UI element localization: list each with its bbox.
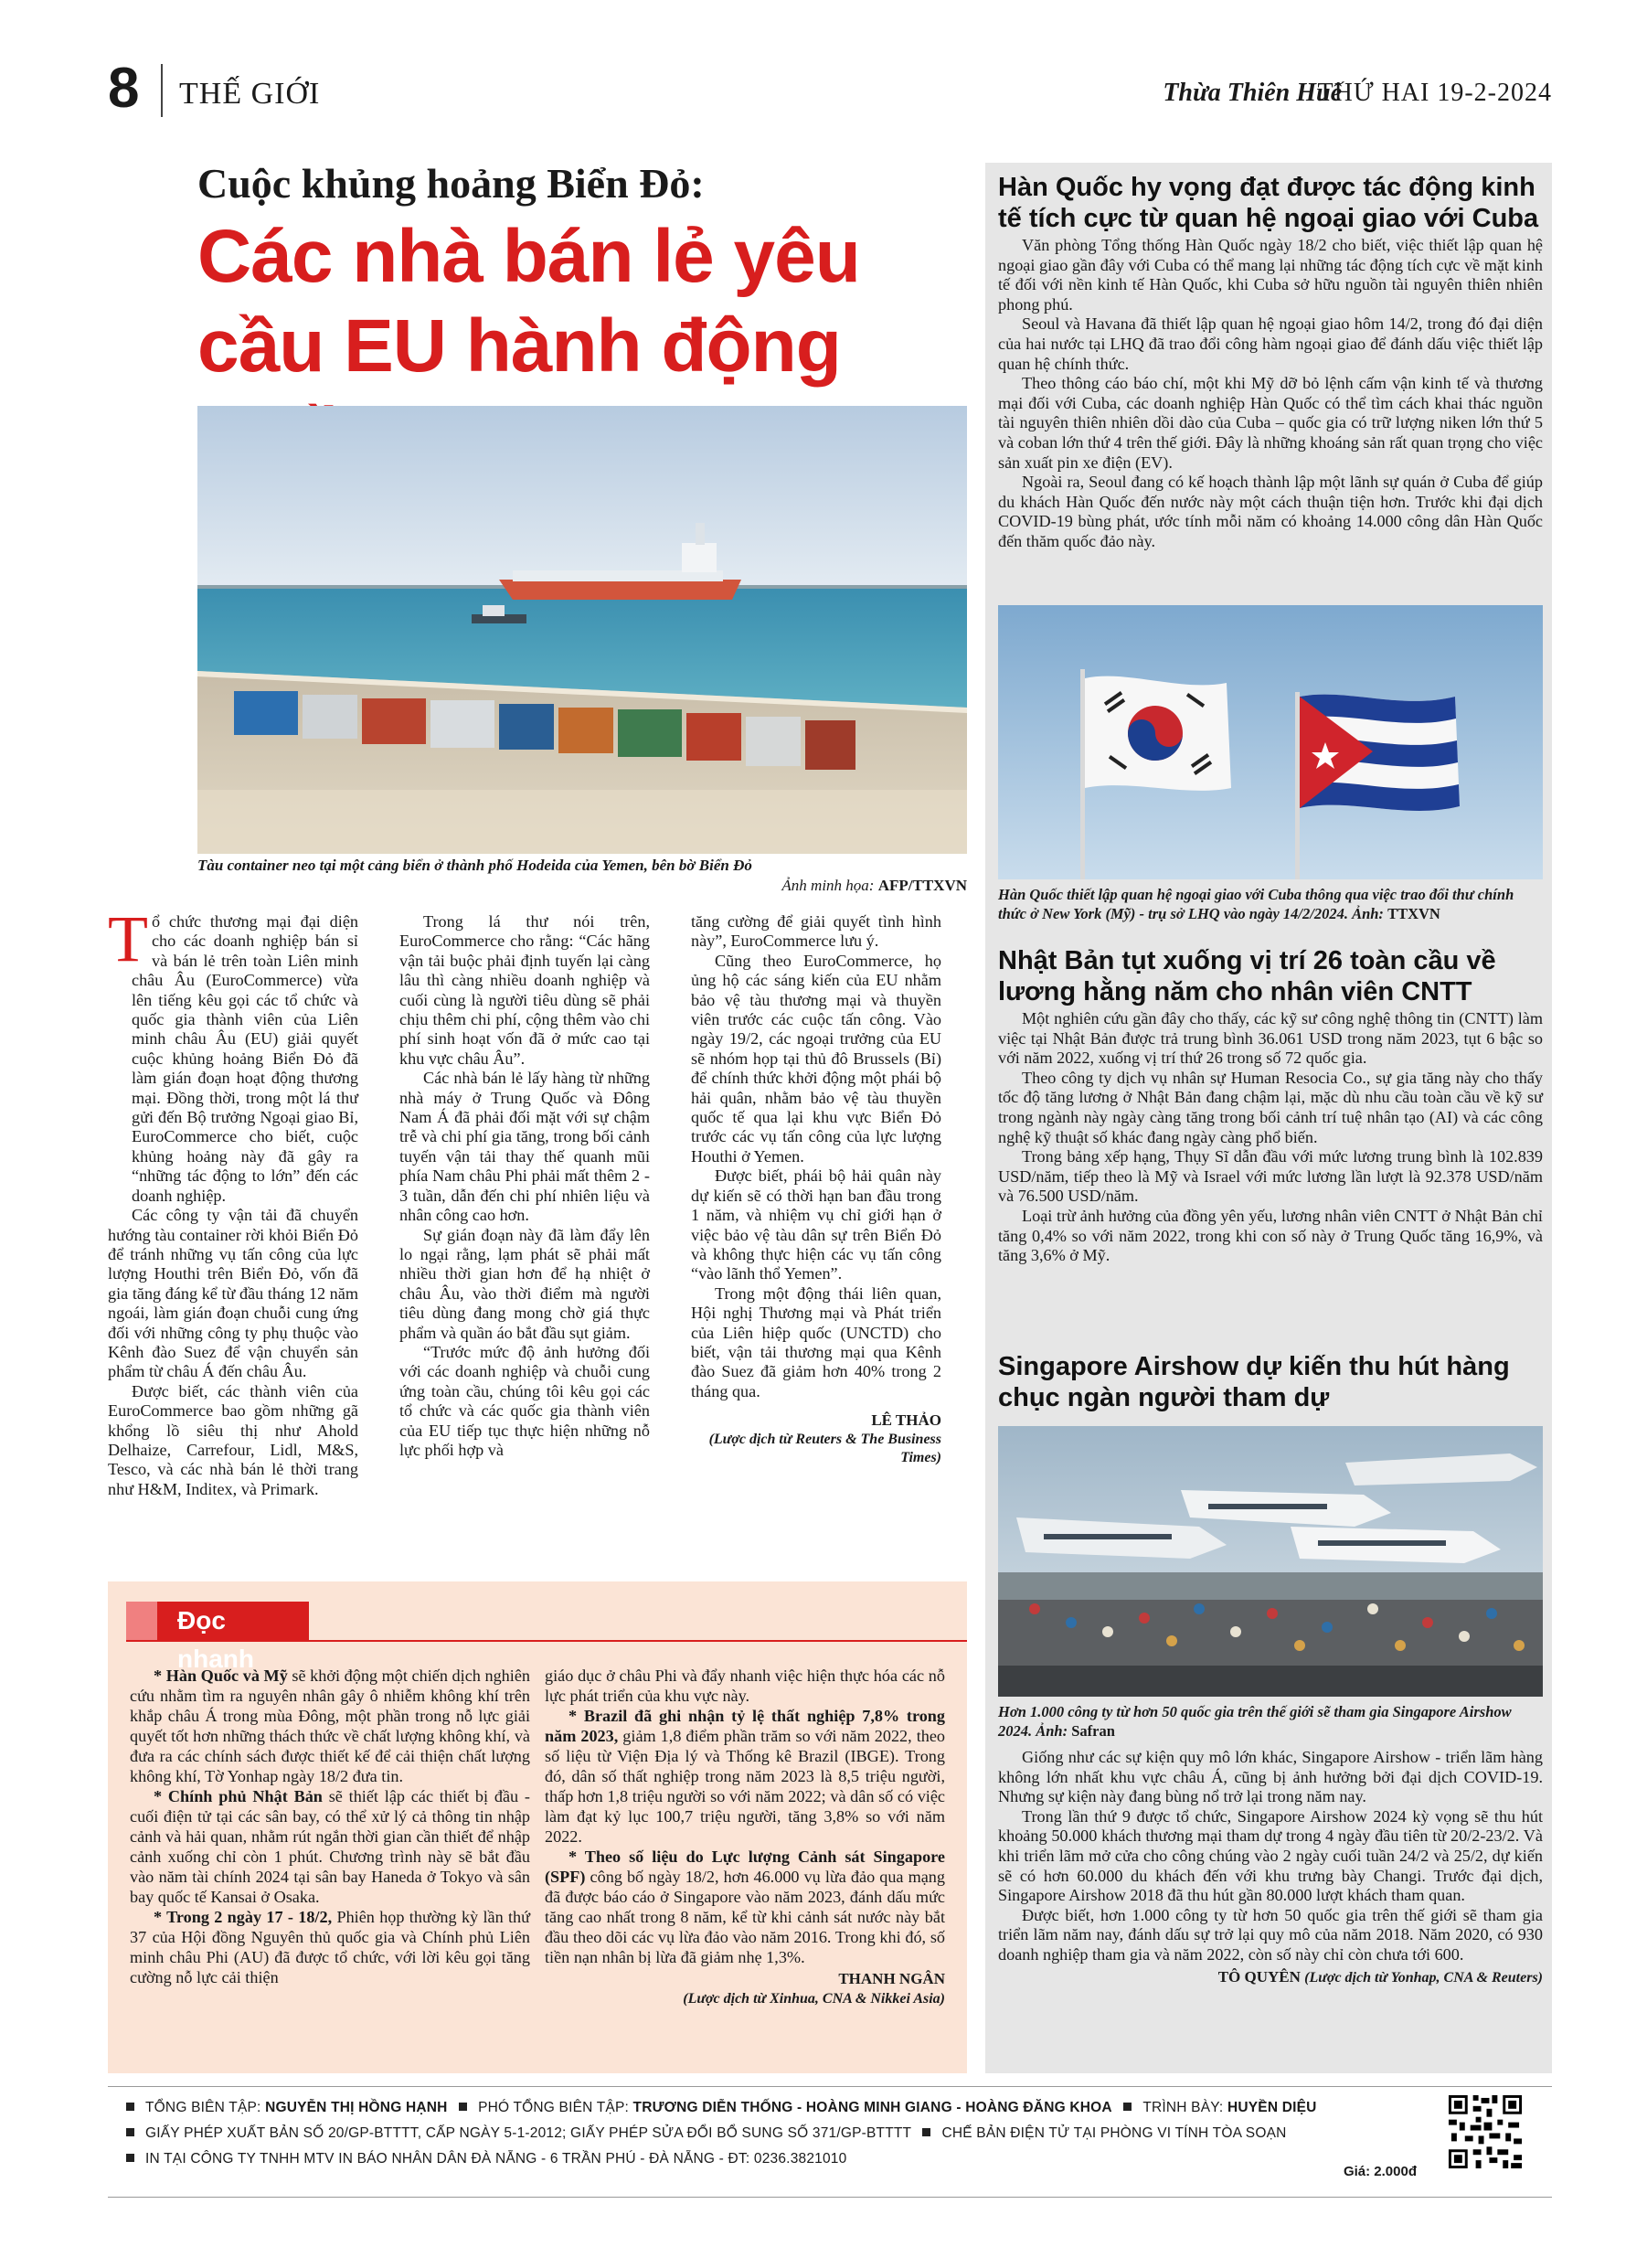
airshow-caption: Hơn 1.000 công ty từ hơn 50 quốc gia trên thế giới sẽ tham gia Singapore Airshow 2024. Ảnh: Safran — [998, 1703, 1512, 1740]
section-name: THẾ GIỚI — [179, 77, 321, 111]
article-kicker: Cuộc khủng hoảng Biển Đỏ: — [197, 160, 705, 207]
quick-read-box — [108, 1581, 967, 2073]
airshow-photo — [998, 1426, 1543, 1697]
photo-caption: Tàu container neo tại một cảng biển ở thành phố Hodeida của Yemen, bên bờ Biển Đỏ — [197, 857, 752, 874]
news-item: * Chính phủ Nhật Bản sẽ thiết lập các thiết bị đầu - cuối điện tử tại các sân bay, có thể xử lý cả thông tin nhập cảnh và hải quan, nhằm rút ngắn thời gian cần thiết để nhập cảnh xuống chỉ còn 1 phút. Chương trình này sẽ bắt đầu vào năm tài chính 2024 tại sân bay Haneda ở Tokyo và sân bay quốc tế Kansai ở Osaka. — [130, 1787, 530, 1906]
bullet-square — [922, 2128, 930, 2136]
news-item: * Hàn Quốc và Mỹ sẽ khởi động một chiến dịch nghiên cứu nhằm tìm ra nguyên nhân gây ô nhiễm không khí trên khắp châu Á trong mùa Đông, một phần trong nỗ lực giải quyết tốt hơn những thách thức về chất lượng không khí, và đưa ra các chính sách được thiết kế để cải thiện chất lượng không khí, Tờ Yonhap ngày 18/2 đưa tin. — [130, 1666, 530, 1785]
paragraph: Được biết, các thành viên của EuroCommerce bao gồm những gã khổng lồ siêu thị như Ahold Delhaize, Carrefour, Lidl, M&S, Tesco, và các nhà bán lẻ thời trang như H&M, Inditex, và Primark. — [108, 1381, 358, 1498]
bullet-square — [126, 2154, 134, 2162]
singapore-headline: Singapore Airshow dự kiến thu hút hàng chục ngàn người tham dự — [998, 1352, 1510, 1412]
quick-read-author: THANH NGÂN — [838, 1970, 945, 1987]
quick-read-title: Đọc nhanh — [126, 1602, 309, 1640]
quick-read-column-1 — [130, 1666, 530, 1987]
article-source: (Lược dịch từ Reuters & The Business Times) — [708, 1431, 941, 1465]
flags-caption: Hàn Quốc thiết lập quan hệ ngoại giao với Cuba thông qua việc trao đổi thư chính thức ở New York (Mỹ) - trụ sở LHQ vào ngày 14/2/2024. Ảnh: TTXVN — [998, 886, 1514, 922]
price: Giá: 2.000đ — [1343, 2164, 1417, 2179]
bullet-square — [126, 2128, 134, 2136]
header-divider — [161, 64, 163, 117]
japan-headline: Nhật Bản tụt xuống vị trí 26 toàn cầu về lương hằng năm cho nhân viên CNTT — [998, 946, 1496, 1006]
page-footer — [108, 2086, 1552, 2198]
paragraph: Tổ chức thương mại đại diện cho các doanh nghiệp bán sỉ và bán lẻ trên toàn Liên minh châu Âu (EuroCommerce) vừa lên tiếng kêu gọi các tổ chức và quốc gia thành viên của Liên minh châu Âu (EU) giải quyết cuộc khủng hoảng Biển Đỏ đã làm gián đoạn hoạt động thương mại. Đồng thời, trong một lá thư gửi đến Bộ trưởng Ngoại giao Bỉ, EuroCommerce cho biết, cuộc khủng hoảng này đã gây ra “những tác động to lớn” đến các doanh nghiệp. — [108, 902, 358, 1205]
port-photo — [197, 406, 967, 854]
page-header — [108, 59, 1552, 124]
paragraph: Seoul và Havana đã thiết lập quan hệ ngoại giao hôm 14/2, trong đó đại diện của hai nước tại LHQ đã trao đổi công hàm ngoại giao để đánh dấu việc thiết lập quan hệ chính thức. — [998, 314, 1543, 373]
airshow-crowd-image — [998, 1426, 1543, 1697]
paragraph: tăng cường để giải quyết tình hình này”, EuroCommerce lưu ý. — [691, 912, 941, 951]
article-headline: Các nhà bán lẻ yêu cầu EU hành động — [197, 215, 860, 388]
quick-read-rule — [126, 1640, 967, 1642]
quick-read-column-2 — [545, 1666, 945, 2009]
bullet-square — [459, 2103, 467, 2111]
footer-line-3: IN TẠI CÔNG TY TNHH MTV IN BÁO NHÂN DÂN ĐÀ NẴNG - 6 TRẦN PHÚ - ĐÀ NẴNG - ĐT: 0236.3821010 — [126, 2149, 846, 2169]
qr-code-icon[interactable] — [1446, 2092, 1525, 2171]
news-item: * Brazil đã ghi nhận tỷ lệ thất nghiệp 7,8% trong năm 2023, giảm 1,8 điểm phần trăm so với năm 2022, theo số liệu từ Viện Địa lý và Thống kê Brazil (IBGE). Trong đó, dân số thất nghiệp trong năm 2023 là 8,5 triệu người, thấp hơn 1,8 triệu người so với năm 2022; và dân số có việc làm đạt kỷ lục 100,7 triệu người, tăng 3,8% so với năm 2022. — [545, 1707, 946, 1846]
paragraph: Một nghiên cứu gần đây cho thấy, các kỹ sư công nghệ thông tin (CNTT) làm việc tại Nhật Bản được trả trung bình 36.061 USD trong năm 2023, tụt 6 bậc so với năm 2022, xuống vị trí thứ 26 trong số 72 quốc gia. — [998, 1009, 1543, 1068]
paragraph: Ngoài ra, Seoul đang có kế hoạch thành lập một lãnh sự quán ở Cuba để giúp du khách Hàn Quốc đến nước này một cách thuận tiện hơn. Trước khi đại dịch COVID-19 bùng phát, ước tính mỗi năm có khoảng 14.000 công dân Hàn Quốc đến thăm quốc đảo này. — [998, 473, 1543, 550]
page-number: 8 — [108, 57, 140, 120]
footer-line-1: TỔNG BIÊN TẬP: NGUYỄN THỊ HỒNG HẠNH PHÓ TỔNG BIÊN TẬP: TRƯƠNG DIỄN THỐNG - HOÀNG MINH GIANG - HOÀNG ĐĂNG KHOA TRÌNH BÀY: HUYỀN DIỆU — [126, 2098, 1317, 2118]
issue-date: THỨ HAI 19-2-2024 — [1317, 79, 1552, 107]
paragraph: Cũng theo EuroCommerce, họ ủng hộ các sáng kiến của EU nhằm bảo vệ tàu thương mại và thuyền viên trước các cuộc tấn công. Vào ngày 19/2, các ngoại trưởng của EU sẽ nhóm họp tại thủ đô Brussels (Bỉ) để chính thức khởi động một phái bộ hải quân, nhằm bảo vệ tàu thuyền quốc tế qua lại khu vực Biển Đỏ trước các vụ tấn công của lực lượng Houthi ở Yemen. — [691, 951, 941, 1166]
singapore-body — [998, 1748, 1543, 1987]
paragraph: Được biết, hơn 1.000 công ty từ hơn 50 quốc gia trên thế giới sẽ tham gia triển lãm năm nay, đánh dấu sự trở lại quy mô của năm 2018. Năm 2020, có 930 doanh nghiệp tham gia và năm 2022, còn số này chỉ còn chưa tới 600. — [998, 1905, 1543, 1964]
korea-body — [998, 236, 1543, 552]
paragraph: “Trước mức độ ảnh hưởng đối với các doanh nghiệp và chuỗi cung ứng toàn cầu, chúng tôi kêu gọi các tổ chức và các quốc gia thành viên của EU tiếp tục thực hiện những nỗ lực phối hợp và — [399, 1342, 650, 1459]
paragraph: Văn phòng Tổng thống Hàn Quốc ngày 18/2 cho biết, việc thiết lập quan hệ ngoại giao gần đây với Cuba có thể mang lại những tác động tích cực về mặt kinh tế đối với nền kinh tế Hàn Quốc, khi Cuba sở hữu nguồn tài nguyên thiên nhiên phong phú. — [998, 236, 1543, 314]
article-column-1 — [108, 902, 358, 1499]
article-author: LÊ THẢO — [871, 1411, 941, 1430]
paragraph: Theo thông cáo báo chí, một khi Mỹ dỡ bỏ lệnh cấm vận kinh tế và thương mại đối với Cuba, các doanh nghiệp Hàn Quốc có thể tìm cách khai thác nguồn tài nguyên thiên nhiên dồi dào của Cuba – quốc gia có trữ lượng niken lớn thứ 5 và coban lớn thứ 4 trên thế giới. Đây là những khoáng sản rất quan trọng cho việc sản xuất pin xe điện (EV). — [998, 374, 1543, 472]
drop-cap: T — [108, 902, 148, 975]
news-item: giáo dục ở châu Phi và đẩy nhanh việc hiện thực hóa các nỗ lực phát triển của khu vực này. — [545, 1666, 945, 1705]
paragraph: Các công ty vận tải đã chuyển hướng tàu container rời khỏi Biển Đỏ để tránh những vụ tấn công của lực lượng Houthi trên Biển Đỏ, vốn đã gia tăng đáng kể từ đầu tháng 12 năm ngoái, làm gián đoạn chuỗi cung ứng đối với những công ty phụ thuộc vào Kênh đào Suez để vận chuyển sản phẩm từ châu Á đến châu Âu. — [108, 1206, 358, 1381]
korea-cuba-flags-image — [998, 605, 1543, 879]
quick-read-source: (Lược dịch từ Xinhua, CNA & Nikkei Asia) — [683, 1991, 945, 2007]
paragraph: Theo công ty dịch vụ nhân sự Human Resocia Co., sự gia tăng này cho thấy tốc độ tăng lương ở Nhật Bản đang chậm lại, mặc dù nhu cầu toàn cầu về kỹ sư trong ngành này ngày càng tăng trong bối cảnh trí tuệ nhân tạo (AI) và các công nghệ kỹ thuật số khác đang ngày càng phổ biến. — [998, 1068, 1543, 1146]
paragraph: Trong lá thư nói trên, EuroCommerce cho rằng: “Các hãng vận tải buộc phải định tuyến lại càng lâu thì càng nhiều doanh nghiệp và cuối cùng là người tiêu dùng sẽ phải chịu thêm chi phí, cộng thêm vào chi phí sinh hoạt vốn đã ở mức cao tại khu vực châu Âu”. — [399, 912, 650, 1068]
paragraph: Giống như các sự kiện quy mô lớn khác, Singapore Airshow - triển lãm hàng không lớn nhất khu vực châu Á, cũng bị ảnh hưởng bởi đại dịch COVID-19. Nhưng sự kiện này đang bùng nổ trở lại trong năm nay. — [998, 1748, 1543, 1806]
bullet-square — [1123, 2103, 1132, 2111]
paragraph: Sự gián đoạn này đã làm đẩy lên lo ngại rằng, lạm phát sẽ phải mất nhiều thời gian hơn để hạ nhiệt ở châu Âu, vào thời điểm mà người tiêu dùng đang mong chờ giá thực phẩm và quần áo bắt đầu sụt giảm. — [399, 1225, 650, 1342]
article-column-3 — [691, 912, 941, 1467]
article-column-2 — [399, 912, 650, 1460]
korea-headline: Hàn Quốc hy vọng đạt được tác động kinh tế tích cực từ quan hệ ngoại giao với Cuba — [998, 173, 1539, 233]
photo-credit: Ảnh minh họa: AFP/TTXVN — [781, 877, 967, 894]
bullet-square — [126, 2103, 134, 2111]
japan-body — [998, 1009, 1543, 1266]
paragraph: Được biết, phái bộ hải quân này dự kiến sẽ có thời hạn ban đầu trong 1 năm, và nhiệm vụ chỉ giới hạn ở việc bảo vệ tàu dân sự trên Biển Đỏ và không thực hiện các vụ tấn công “vào lãnh thổ Yemen”. — [691, 1166, 941, 1283]
footer-line-2: GIẤY PHÉP XUẤT BẢN SỐ 20/GP-BTTTT, CẤP NGÀY 5-1-2012; GIẤY PHÉP SỬA ĐỔI BỔ SUNG SỐ 371/GP-BTTTT CHẾ BẢN ĐIỆN TỬ TẠI PHÒNG VI TÍNH TÒA SOẠN — [126, 2124, 1287, 2144]
paragraph: Trong một động thái liên quan, Hội nghị Thương mại và Phát triển của Liên hiệp quốc (UNCTD) cho biết, vận tải thương mại qua Kênh đào Suez đã giảm hơn 40% trong 2 tháng qua. — [691, 1283, 941, 1400]
container-port-image — [197, 406, 967, 854]
news-item: * Trong 2 ngày 17 - 18/2, Phiên họp thường kỳ lần thứ 37 của Hội đồng Nguyên thủ quốc gia và Chính phủ Liên minh châu Phi (AU) đã được tổ chức, với lời kêu gọi tăng cường nỗ lực cải thiện — [130, 1908, 530, 1986]
paragraph: Loại trừ ảnh hưởng của đồng yên yếu, lương nhân viên CNTT ở Nhật Bản chỉ tăng 0,4% so với năm 2022, trong khi con số này ở Trung Quốc tăng 16,9%, và tăng 3,6% ở Mỹ. — [998, 1206, 1543, 1265]
paragraph: Các nhà bán lẻ lấy hàng từ những nhà máy ở Trung Quốc và Đông Nam Á đã phải đối mặt với sự chậm trễ và chi phí gia tăng, trong bối cảnh tuyến vận tải thay thế quanh mũi phía Nam châu Phi phải mất thêm 2 - 3 tuần, dẫn đến chi phí nhiên liệu và nhân công cao hơn. — [399, 1069, 650, 1225]
sidebar-author: TÔ QUYÊN (Lược dịch từ Yonhap, CNA & Reuters) — [1217, 1967, 1543, 1986]
paragraph: Trong bảng xếp hạng, Thụy Sĩ dẫn đầu với mức lương trung bình là 102.839 USD/năm, tiếp theo là Mỹ và Israel với mức lương lần lượt là 92.378 USD/năm và 76.500 USD/năm. — [998, 1147, 1543, 1206]
paragraph: Trong lần thứ 9 được tổ chức, Singapore Airshow 2024 kỳ vọng sẽ thu hút khoảng 50.000 khách thương mại tham dự trong 4 ngày đầu tiên từ 20/2-23/2. Và khi triển lãm mở cửa cho công chúng vào 2 ngày cuối tuần 24/2 và 25/2, dự kiến sẽ có hơn 60.000 du khách đến với khu trưng bày Changi. Trước đại dịch, Singapore Airshow 2018 đã thu hút gần 80.000 lượt khách tham quan. — [998, 1806, 1543, 1905]
news-item: * Theo số liệu do Lực lượng Cảnh sát Singapore (SPF) công bố ngày 18/2, hơn 46.000 vụ lừa đảo qua mạng đã được báo cáo ở Singapore vào năm 2023, đánh dấu mức tăng cao nhất trong 8 năm, kể từ khi cảnh sát nước này bắt đầu theo dõi các vụ lừa đảo vào năm 2016. Trong khi đó, số tiền nạn nhân bị lừa đã giảm nhẹ 1,3%. — [545, 1847, 945, 1966]
newspaper-name: Thừa Thiên Huế — [1163, 79, 1342, 107]
flags-photo — [998, 605, 1543, 879]
